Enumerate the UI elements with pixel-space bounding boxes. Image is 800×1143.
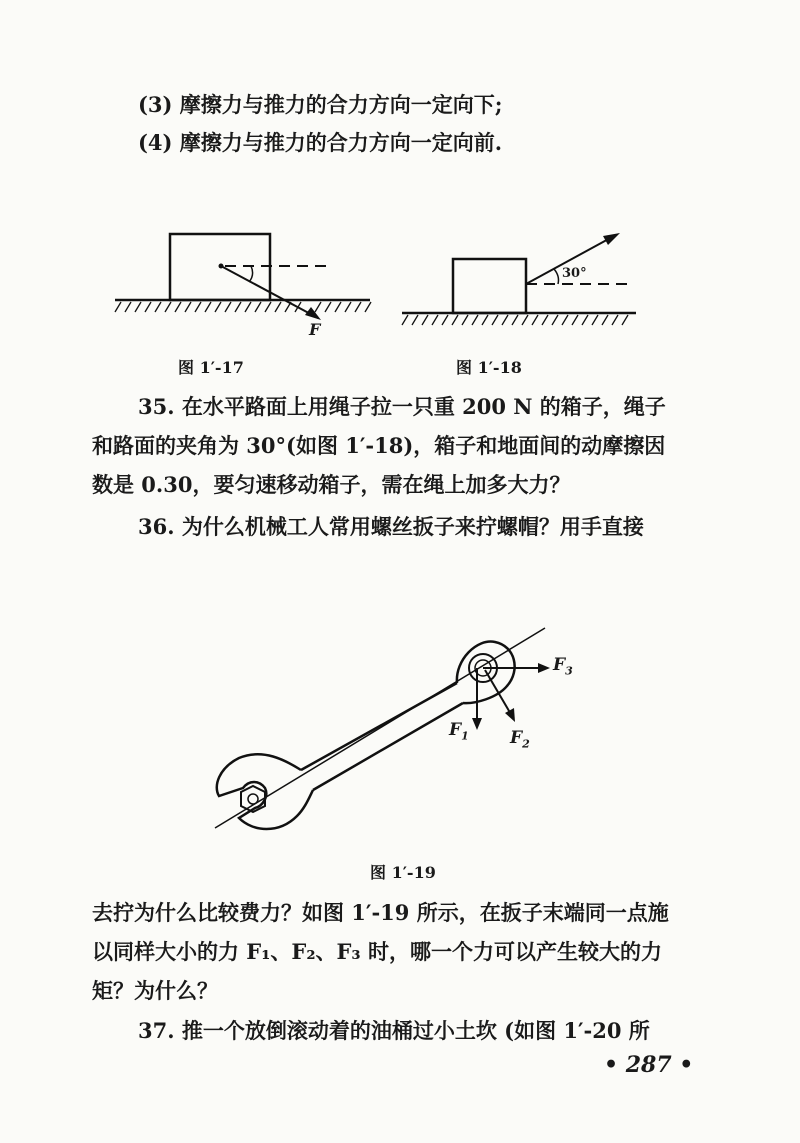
option-4: (4) 摩擦力与推力的合力方向一定向前. [138,130,503,155]
f1-label: $F_1$ [449,720,469,743]
page-number: • 287 • [604,1052,694,1078]
f3-label: $F_3$ [553,655,573,678]
problem-36-line-1: 36. 为什么机械工人常用螺丝扳子来拧螺帽？用手直接 [138,514,644,539]
problem-36-line-4: 矩？为什么？ [92,978,218,1003]
figure-1-18 [400,226,640,336]
fig17-caption: 图 1′-17 [178,358,244,377]
problem-37-line-1: 37. 推一个放倒滚动着的油桶过小土坎 (如图 1′-20 所 [138,1018,650,1043]
problem-36-line-3: 以同样大小的力 F₁、F₂、F₃ 时，哪一个力可以产生较大的力 [92,939,662,964]
option-3: (3) 摩擦力与推力的合力方向一定向下; [138,92,503,117]
f2-label: $F_2$ [510,728,530,751]
problem-35-line-1: 35. 在水平路面上用绳子拉一只重 200 N 的箱子，绳子 [138,394,666,419]
fig17-force-label: F [309,320,321,339]
fig18-angle-label: 30° [562,266,587,281]
fig18-caption: 图 1′-18 [456,358,522,377]
problem-35-line-2: 和路面的夹角为 30°(如图 1′-18)，箱子和地面间的动摩擦因 [92,433,666,458]
problem-35-line-3: 数是 0.30，要匀速移动箱子，需在绳上加多大力？ [92,472,571,497]
figure-1-19-wrench [205,620,605,850]
fig19-caption: 图 1′-19 [370,863,436,882]
figure-1-17 [115,228,375,338]
problem-36-line-2: 去拧为什么比较费力？如图 1′-19 所示，在扳子末端同一点施 [92,900,669,925]
